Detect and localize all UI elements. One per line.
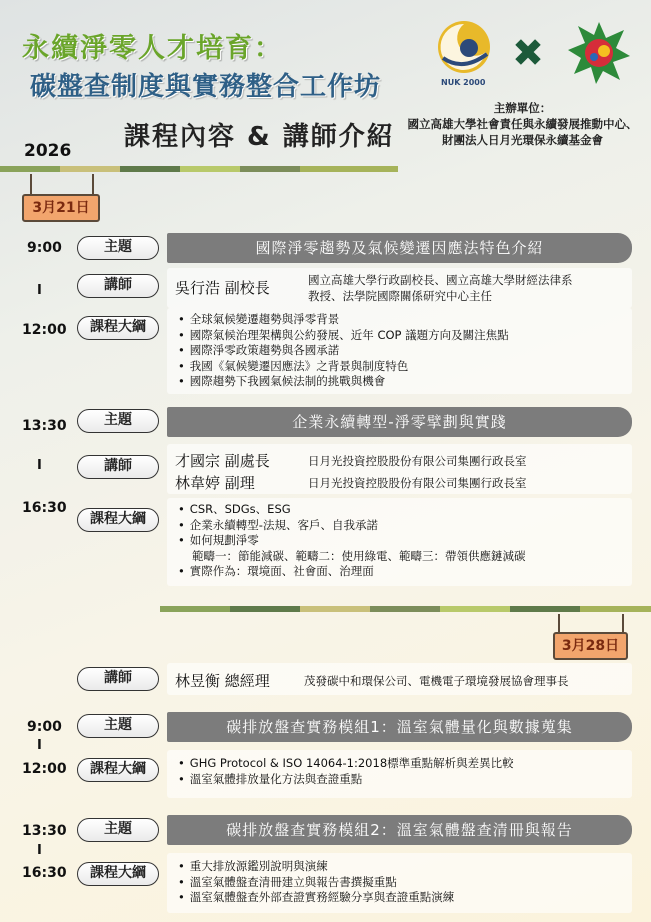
day1-s2-topic-label: 主題	[77, 409, 159, 433]
ase-foundation-logo-icon	[566, 20, 632, 86]
outline-item: • 如何規劃淨零	[178, 533, 628, 549]
mid-stripe	[160, 606, 651, 612]
day1-s2-outline-label: 課程大綱	[77, 508, 159, 532]
day2-s2-time-sep: I	[37, 843, 42, 858]
outline-item: • CSR、SDGs、ESG	[178, 502, 628, 518]
day1-s1-time-sep: I	[37, 283, 42, 298]
day1-s2-time-end: 16:30	[22, 500, 67, 516]
outline-item: • 溫室氣體盤查外部查證實務經驗分享與查證重點演練	[178, 890, 628, 906]
day1-s1-topic-label: 主題	[77, 236, 159, 260]
outline-item: • 全球氣候變遷趨勢與淨零背景	[178, 312, 628, 328]
date-tag-hanger	[622, 614, 624, 632]
outline-subitem: 範疇一：節能減碳、範疇二：使用綠電、範疇三：帶領供應鏈減碳	[192, 548, 526, 563]
day1-s2-lecturer-label: 講師	[77, 455, 159, 479]
day2-lecturer-name: 林昱衡 總經理	[175, 672, 270, 690]
outline-item: • GHG Protocol & ISO 14064-1:2018標準重點解析與差異比較	[178, 756, 628, 772]
day2-s1-topic: 碳排放盤查實務模組1：溫室氣體量化與數據蒐集	[167, 712, 632, 742]
day2-s2-topic-label: 主題	[77, 818, 159, 842]
day2-s1-time-end: 12:00	[22, 761, 67, 777]
cross-icon	[513, 37, 543, 67]
day2-s1-time-sep: I	[37, 738, 42, 753]
nuk-logo-text: NUK 2000	[441, 78, 486, 87]
outline-item: • 溫室氣體盤查清冊建立與報告書撰擬重點	[178, 875, 628, 891]
day1-s1-outline	[178, 312, 628, 390]
day2-s2-time-start: 13:30	[22, 823, 67, 839]
organizer-line2: 財團法人日月光環保永續基金會	[442, 133, 603, 147]
day2-s1-outline-label: 課程大綱	[77, 758, 159, 782]
outline-item: • 國際趨勢下我國氣候法制的挑戰與機會	[178, 374, 628, 390]
day2-s1-topic-label: 主題	[77, 714, 159, 738]
header-stripe	[0, 166, 398, 172]
day1-s2-lecturer1-desc: 日月光投資控股股份有限公司集團行政長室	[308, 454, 527, 468]
day1-s2-time-sep: I	[37, 458, 42, 473]
day1-s1-topic: 國際淨零趨勢及氣候變遷因應法特色介紹	[167, 233, 632, 263]
date-tag-hanger	[30, 174, 32, 194]
date-tag-hanger	[92, 174, 94, 194]
day1-s2-lecturer2-name: 林韋婷 副理	[175, 474, 255, 492]
day1-s2-time-start: 13:30	[22, 418, 67, 434]
year: 2026	[24, 141, 72, 161]
day2-lecturer-desc: 茂發碳中和環保公司、電機電子環境發展協會理事長	[304, 674, 569, 688]
day1-s2-lecturer1-name: 才國宗 副處長	[175, 452, 270, 470]
day1-s2-outline	[178, 502, 628, 580]
date-tag-hanger	[558, 614, 560, 632]
day1-s1-outline-label: 課程大綱	[77, 316, 159, 340]
day1-s1-time-start: 9:00	[27, 240, 62, 256]
day2-s2-outline-label: 課程大綱	[77, 862, 159, 886]
outline-item: • 我國《氣候變遷因應法》之背景與制度特色	[178, 359, 628, 375]
title-line1: 永續淨零人才培育：	[22, 33, 283, 64]
day1-s1-time-end: 12:00	[22, 322, 67, 338]
day1-date-tag: 3月21日	[22, 194, 100, 222]
day1-s1-lecturer-name: 吳行浩 副校長	[175, 279, 270, 297]
day2-lecturer-label: 講師	[77, 667, 159, 691]
day1-s1-lecturer-desc-line1: 國立高雄大學行政副校長、國立高雄大學財經法律系	[308, 273, 573, 287]
outline-item: • 溫室氣體排放量化方法與查證重點	[178, 772, 628, 788]
day2-date-tag: 3月28日	[553, 632, 628, 660]
day2-s2-topic: 碳排放盤查實務模組2：溫室氣體盤查清冊與報告	[167, 815, 632, 845]
organizer-line1: 國立高雄大學社會責任與永續發展推動中心、	[407, 117, 638, 131]
day1-s1-lecturer-desc-line2: 教授、法學院國際關係研究中心主任	[308, 289, 492, 303]
outline-item: • 實際作為：環境面、社會面、治理面	[178, 564, 628, 580]
title-line2: 碳盤查制度與實務整合工作坊	[30, 72, 382, 102]
outline-item: • 企業永續轉型-法規、客戶、自我承諾	[178, 518, 628, 534]
organizer-label: 主辦單位：	[493, 101, 552, 115]
day2-s1-outline	[178, 756, 628, 787]
outline-item: • 重大排放源鑑別說明與演練	[178, 859, 628, 875]
day1-s2-lecturer2-desc: 日月光投資控股股份有限公司集團行政長室	[308, 476, 527, 490]
day2-s1-time-start: 9:00	[27, 719, 62, 735]
day2-s2-outline	[178, 859, 628, 906]
day1-s1-lecturer-desc	[308, 272, 628, 304]
outline-item: • 國際淨零政策趨勢與各國承諾	[178, 343, 628, 359]
day1-s2-topic: 企業永續轉型-淨零擘劃與實踐	[167, 407, 632, 437]
title-line3: 課程內容 & 講師介紹	[124, 122, 395, 152]
outline-item: • 國際氣候治理架構與公約發展、近年 COP 議題方向及關注焦點	[178, 328, 628, 344]
day1-s1-lecturer-label: 講師	[77, 274, 159, 298]
organizer	[400, 100, 645, 148]
day2-s2-time-end: 16:30	[22, 865, 67, 881]
